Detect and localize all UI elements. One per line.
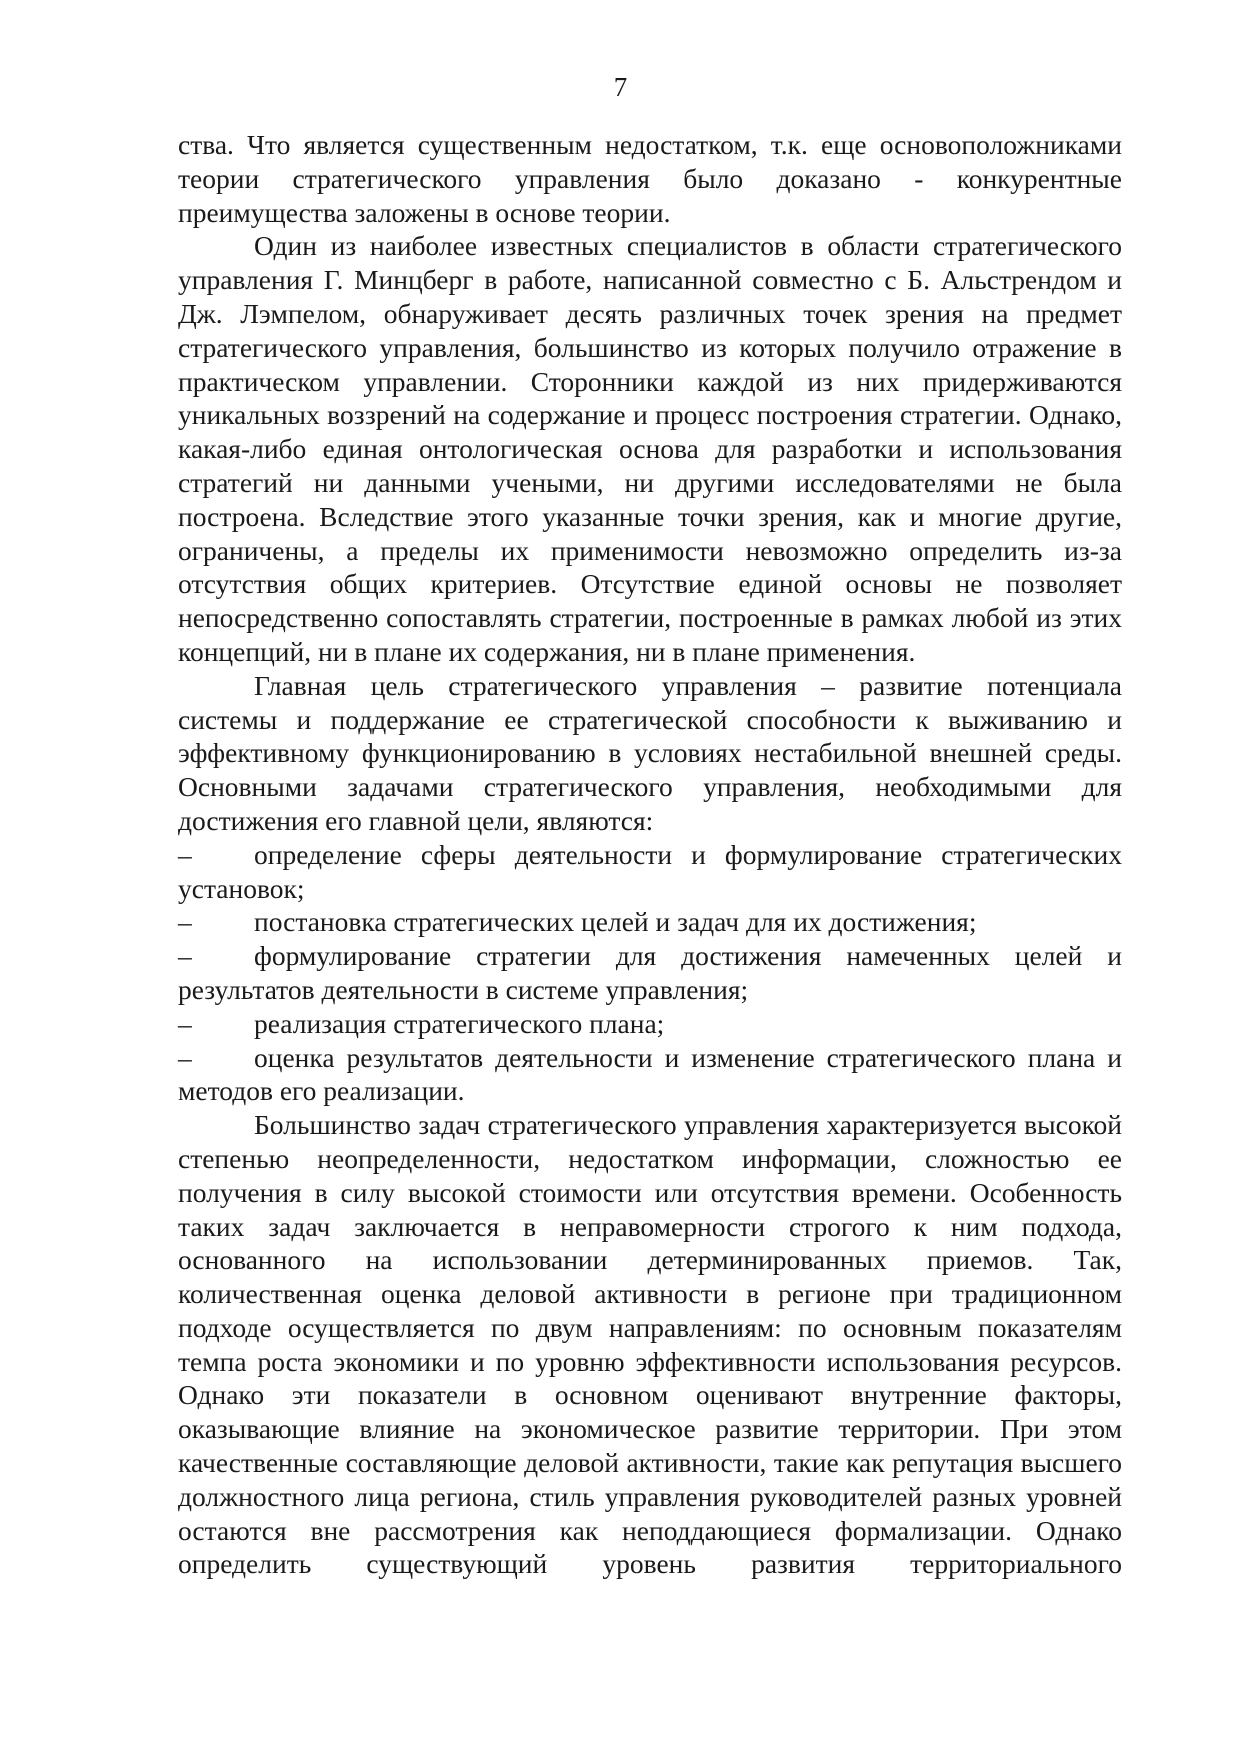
list-dash: – [178, 838, 192, 870]
paragraph-mintzberg: Один из наиболее известных специалистов в области стратегического управления Г. Минцберг в работе, написанной совместно с Б. Альстрендом и Дж. Лэмпелом, обнаруживает десять различных точек зрения на предмет стратегического управления, большинство из которых получило отражение в практическом управлении. Сторонники каждой из них придерживаются уникальных воззрений на содержание и процесс построения стратегии. Однако, какая-либо единая онтологическая основа для разработки и использования стратегий ни данными учеными, ни другими исследователями не была построена. Вследствие этого указанные точки зрения, как и многие другие, ограничены, а пределы их применимости невозможно определить из-за отсутствия общих критериев. Отсутствие единой основы не позволяет непосредственно сопоставлять стратегии, построенные в рамках любой из этих концепций, ни в плане их содержания, ни в плане применения. [178, 230, 1122, 667]
list-item [178, 905, 1122, 939]
list-dash: – [178, 906, 192, 938]
list-item [178, 838, 1122, 906]
page-number: 7 [613, 72, 628, 102]
list-dash: – [178, 940, 192, 972]
list-item-text: реализация стратегического плана; [254, 1007, 665, 1039]
text-body [178, 128, 1122, 1581]
list-item [178, 1007, 1122, 1041]
list-item [178, 939, 1122, 1007]
list-item-text: определение сферы деятельности и формулирование стратегических установок; [178, 838, 1122, 904]
paragraph-main-goal: Главная цель стратегического управления – развитие потенциала системы и поддержание ее стратегической способности к выживанию и эффективному функционированию в условиях нестабильной внешней среды. Основными задачами стратегического управления, необходимыми для достижения его главной цели, являются: [178, 669, 1122, 836]
list-dash: – [178, 1007, 192, 1039]
list-item-text: постановка стратегических целей и задач для их достижения; [254, 906, 977, 938]
paragraph-tasks-uncertainty: Большинство задач стратегического управления характеризуется высокой степенью неопределенности, недостатком информации, сложностью ее получения в силу высокой стоимости или отсутствия времени. Особенность таких задач заключается в неправомерности строгого к ним подхода, основанного на использовании детерминированных приемов. Так, количественная оценка деловой активности в регионе при традиционном подходе осуществляется по двум направлениям: по основным показателям темпа роста экономики и по уровню эффективности использования ресурсов. Однако эти показатели в основном оценивают внутренние факторы, оказывающие влияние на экономическое развитие территории. При этом качественные составляющие деловой активности, такие как репутация высшего должностного лица региона, стиль управления руководителей разных уровней остаются вне рассмотрения как неподдающиеся формализации. Однако определить существующий уровень развития территориального [178, 1109, 1122, 1580]
paragraph-continuation: ства. Что является существенным недостатком, т.к. еще основоположниками теории стратегического управления было доказано - конкурентные преимущества заложены в основе теории. [178, 129, 1122, 228]
list-item [178, 1041, 1122, 1109]
task-list [178, 838, 1122, 1108]
list-dash: – [178, 1041, 192, 1073]
list-item-text: оценка результатов деятельности и изменение стратегического плана и методов его реализации. [178, 1041, 1122, 1107]
list-item-text: формулирование стратегии для достижения намеченных целей и результатов деятельности в системе управления; [178, 940, 1122, 1005]
